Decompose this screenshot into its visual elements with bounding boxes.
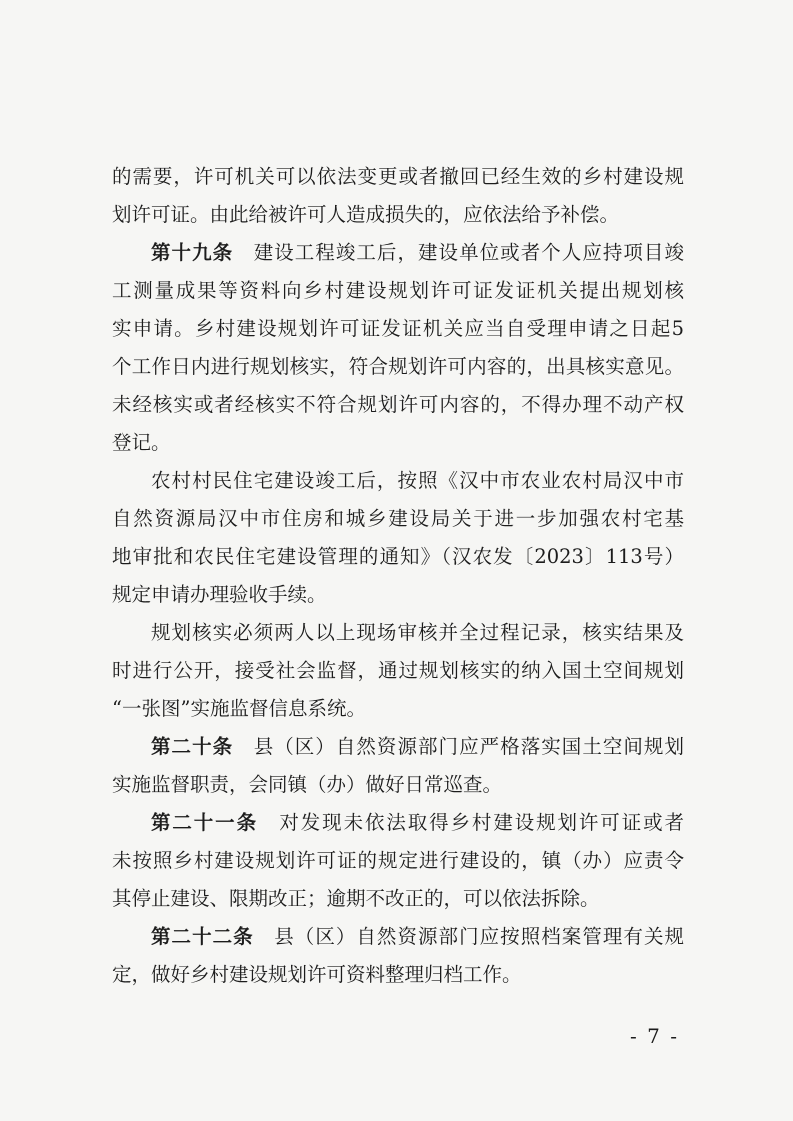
text-line: 时进行公开，接受社会监督，通过规划核实的纳入国土空间规划: [112, 659, 684, 682]
article-heading: 第二十一条: [151, 811, 258, 834]
text-line: 实施监督职责，会同镇（办）做好日常巡查。: [112, 773, 503, 796]
article-line: [112, 728, 684, 766]
text-line: 个工作日内进行规划核实，符合规划许可内容的，出具核实意见。: [112, 355, 684, 378]
text-line: 自然资源局汉中市住房和城乡建设局关于进一步加强农村宅基: [112, 507, 684, 530]
text-line: 的需要，许可机关可以依法变更或者撤回已经生效的乡村建设规: [112, 165, 684, 188]
text-line: “一张图”实施监督信息系统。: [112, 697, 366, 720]
article-text: 县（区）自然资源部门应按照档案管理有关规: [253, 925, 684, 948]
article-heading: 第十九条: [151, 241, 234, 264]
text-line: 规定申请办理验收手续。: [112, 583, 327, 606]
document-body: [112, 158, 684, 994]
text-line: 定，做好乡村建设规划许可资料整理归档工作。: [112, 963, 522, 986]
text-line: 登记。: [112, 431, 171, 454]
article-line: [112, 918, 684, 956]
text-line: 实申请。乡村建设规划许可证发证机关应当自受理申请之日起5: [112, 317, 684, 340]
text-line: 划许可证。由此给被许可人造成损失的，应依法给予补偿。: [112, 203, 620, 226]
article-text: 县（区）自然资源部门应严格落实国土空间规划: [233, 735, 684, 758]
page-number: - 7 -: [630, 1024, 679, 1048]
article-heading: 第二十二条: [151, 925, 254, 948]
text-line: 其停止建设、限期改正；逾期不改正的，可以依法拆除。: [112, 887, 600, 910]
text-line: 未经核实或者经核实不符合规划许可内容的，不得办理不动产权: [112, 393, 684, 416]
text-line: 未按照乡村建设规划许可证的规定进行建设的，镇（办）应责令: [112, 849, 684, 872]
text-line: 规划核实必须两人以上现场审核并全过程记录，核实结果及: [151, 621, 684, 644]
article-text: 建设工程竣工后，建设单位或者个人应持项目竣: [233, 241, 684, 264]
text-line: 农村村民住宅建设竣工后，按照《汉中市农业农村局汉中市: [151, 469, 684, 492]
text-line: 地审批和农民住宅建设管理的通知》（汉农发〔2023〕113号）: [112, 545, 684, 568]
text-line: 工测量成果等资料向乡村建设规划许可证发证机关提出规划核: [112, 279, 684, 302]
article-line: [112, 804, 684, 842]
article-heading: 第二十条: [151, 735, 234, 758]
article-line: [112, 234, 684, 272]
article-text: 对发现未依法取得乡村建设规划许可证或者: [257, 811, 684, 834]
